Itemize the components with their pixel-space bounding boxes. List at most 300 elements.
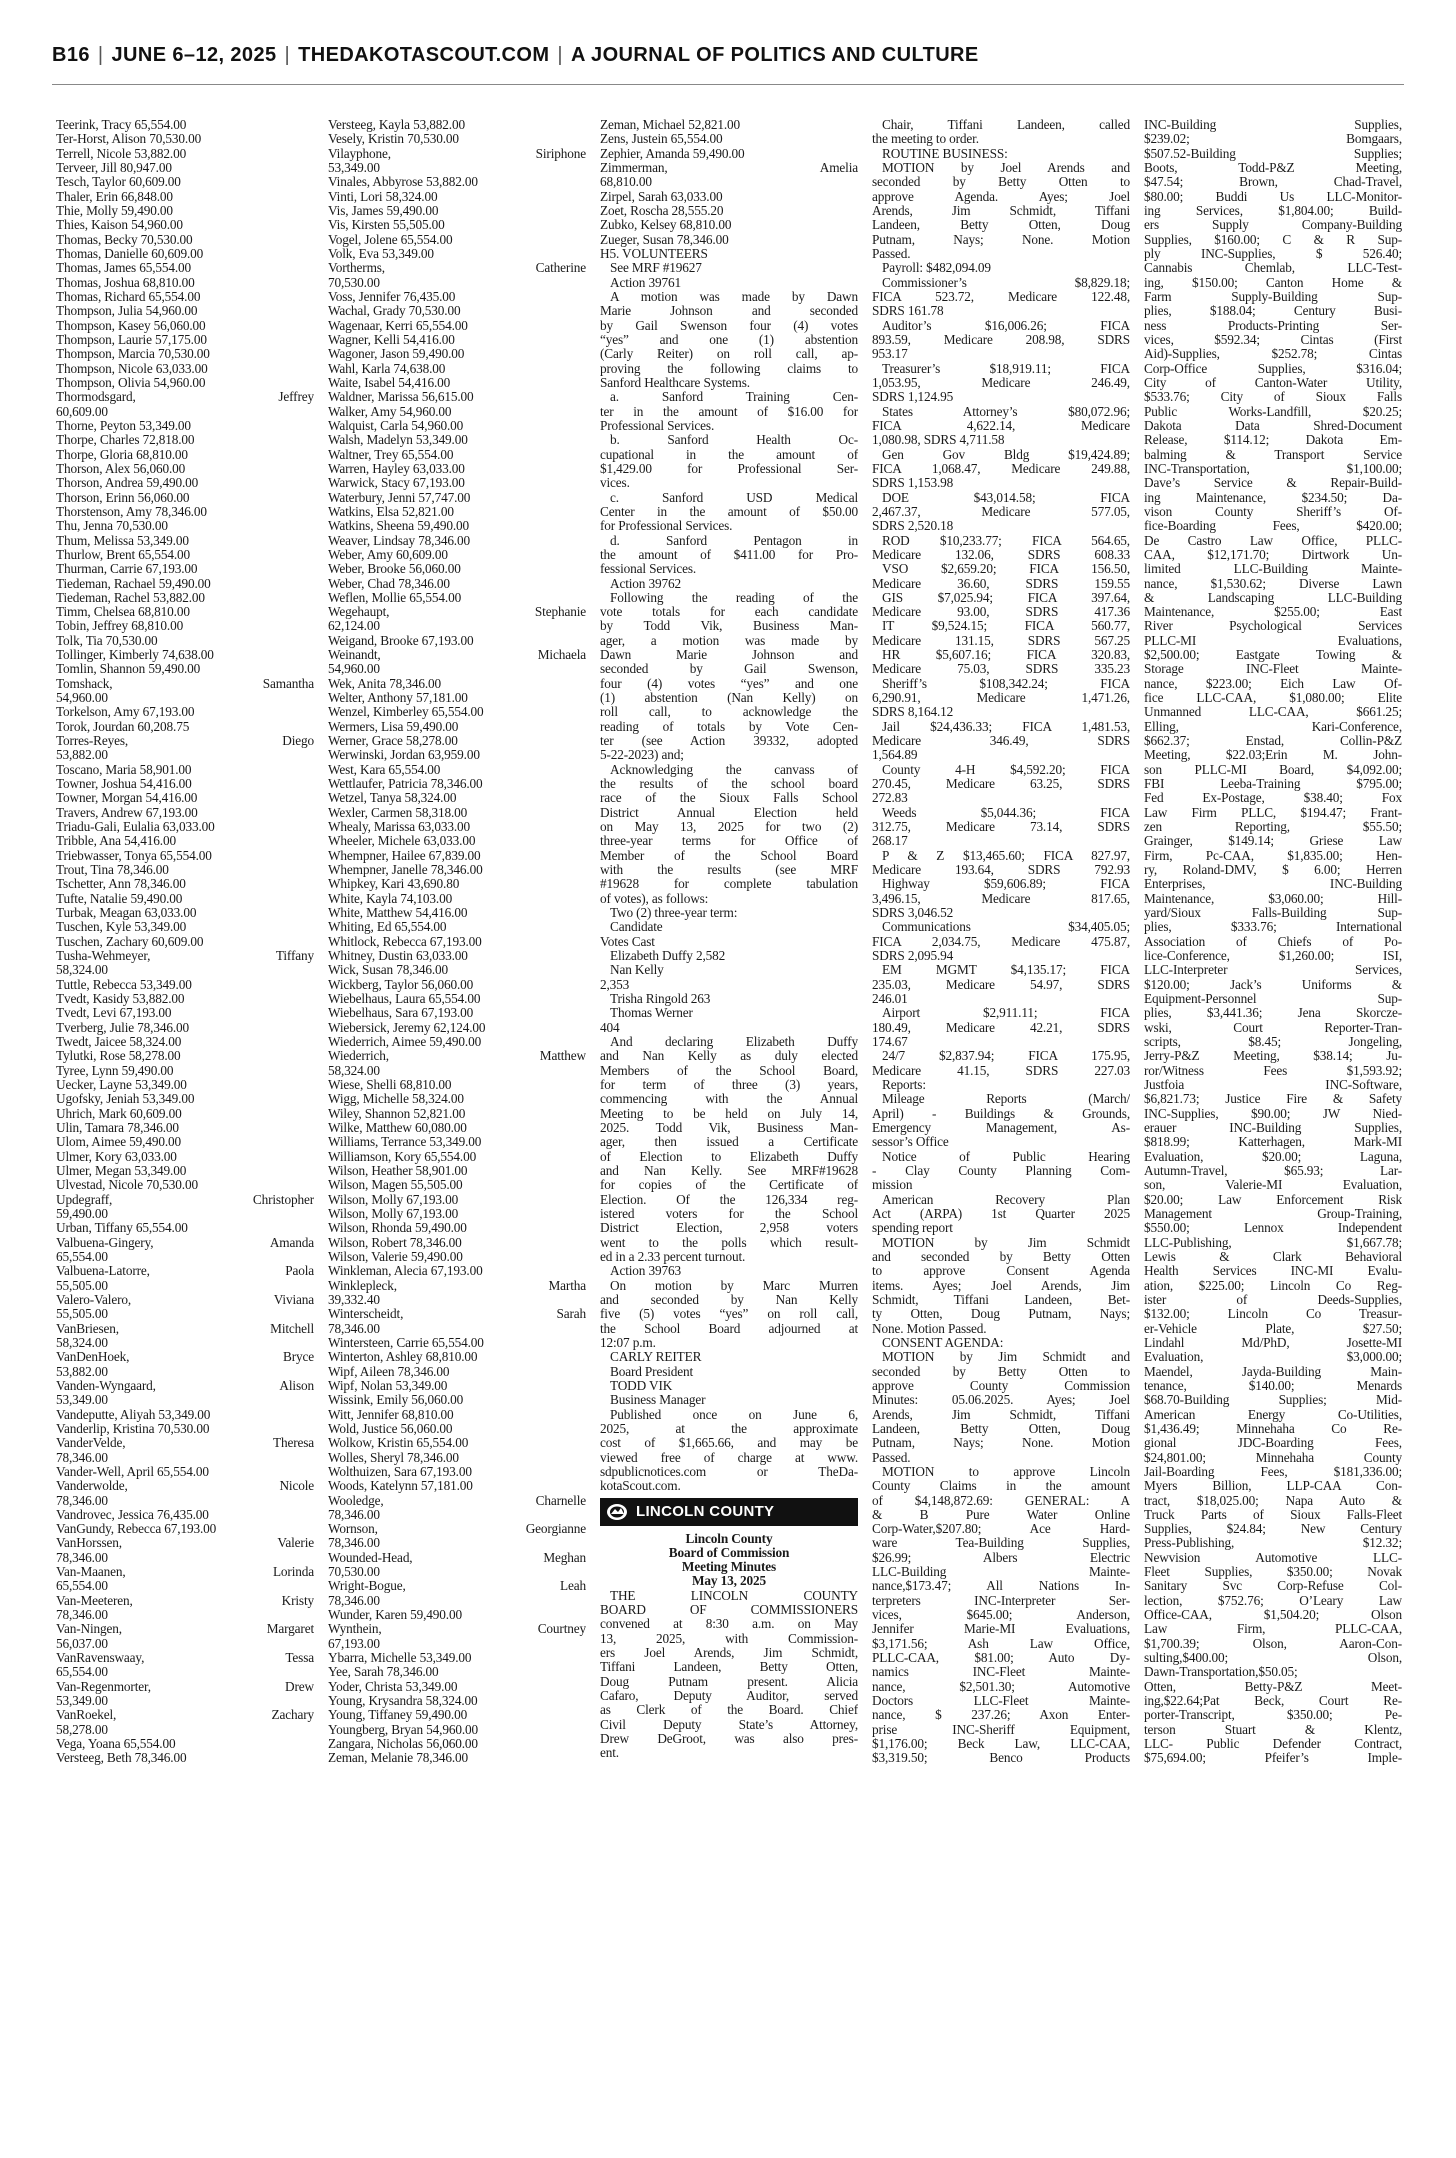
text-line: ing Maintenance, $234.50; Da- — [1144, 490, 1402, 505]
site-name: THEDAKOTASCOUT.COM — [298, 44, 550, 66]
text-line: Van-Maanen, Lorinda — [56, 1565, 314, 1580]
text-line: Zimmerman, Amelia — [600, 160, 858, 175]
text-line: Passed. — [872, 246, 911, 261]
text-line: Weber, Chad 78,346.00 — [328, 576, 450, 591]
text-line: INC-Building Supplies, — [1144, 118, 1402, 132]
text-line: Wettlaufer, Patricia 78,346.00 — [328, 777, 483, 792]
text-line: Schmidt, Tiffani Landeen, Bet- — [872, 1292, 1130, 1307]
text-line: Zephier, Amanda 59,490.00 — [600, 146, 745, 161]
text-line: Candidate — [610, 920, 663, 935]
text-line: plies, $3,441.36; Jena Skorcze- — [1144, 1006, 1402, 1021]
text-line: Business Manager — [610, 1393, 706, 1408]
text-line: 70,530.00 — [328, 275, 380, 290]
text-line: VanDenHoek, Bryce — [56, 1350, 314, 1365]
text-line: LLC- Public Defender Contract, — [1144, 1737, 1402, 1752]
text-line: Wiebersick, Jeremy 62,124.00 — [328, 1020, 486, 1035]
text-line: Board President — [610, 1364, 694, 1379]
text-line: (1) abstention (Nan Kelly) on — [600, 691, 858, 706]
text-line: Thorne, Peyton 53,349.00 — [56, 418, 191, 433]
text-line: Minutes: 05.06.2025. Ayes; Joel — [872, 1393, 1130, 1408]
text-line: CARLY REITER — [610, 1350, 702, 1365]
text-line: ter (see Action 39332, adopted — [600, 734, 858, 749]
text-line: Uecker, Layne 53,349.00 — [56, 1077, 187, 1092]
text-line: Health Services INC-MI Evalu- — [1144, 1264, 1402, 1279]
text-line: Valero-Valero, Viviana — [56, 1292, 314, 1307]
text-line: 270.45, Medicare 63.25, SDRS — [872, 777, 1130, 792]
text-line: yard/Sioux Falls-Building Sup- — [1144, 906, 1402, 921]
text-line: 60,609.00 — [56, 404, 108, 419]
text-line: five (5) votes “yes” on roll call, — [600, 1307, 858, 1322]
text-line: Fleet Supplies, $350.00; Novak — [1144, 1565, 1402, 1580]
text-line: 58,324.00 — [328, 1063, 380, 1078]
text-line: race of the Sioux Falls School — [600, 791, 858, 806]
text-line: Ulmer, Kory 63,033.00 — [56, 1149, 177, 1164]
text-line: and Nan Kelly as duly elected — [600, 1049, 858, 1064]
text-line: four (4) votes “yes” and one — [600, 676, 858, 691]
text-line: of votes), as follows: — [600, 891, 709, 906]
text-line: Tusha-Wehmeyer, Tiffany — [56, 949, 314, 964]
text-line: Tomshack, Samantha — [56, 676, 314, 691]
text-line: vices. — [600, 476, 630, 491]
text-line: 65,554.00 — [56, 1249, 108, 1264]
text-line: 65,554.00 — [56, 1579, 108, 1594]
text-line: & B Pure Water Online — [872, 1507, 1130, 1522]
text-line: the amount of $411.00 for Pro- — [600, 547, 858, 562]
text-line: Wilson, Heather 58,901.00 — [328, 1163, 468, 1178]
text-line: $20.00; Law Enforcement Risk — [1144, 1192, 1402, 1207]
text-line: b. Sanford Health Oc- — [610, 433, 858, 448]
text-line: Civil Deputy State’s Attorney, — [600, 1717, 858, 1732]
text-line: Whealy, Marissa 63,033.00 — [328, 820, 470, 835]
text-line: VSO $2,659.20; FICA 156.50, — [882, 562, 1130, 577]
text-line: Voss, Jennifer 76,435.00 — [328, 289, 456, 304]
text-line: 893.59, Medicare 208.98, SDRS — [872, 332, 1130, 347]
text-line: ter in the amount of $16.00 for — [600, 404, 858, 419]
text-line: Lindahl Md/PhD, Josette-MI — [1144, 1335, 1402, 1350]
text-line: City of Canton-Water Utility, — [1144, 375, 1402, 390]
notice-column-5 — [1144, 118, 1402, 2138]
section-heading-line: Board of Commission — [668, 1545, 790, 1560]
text-line: Walker, Amy 54,960.00 — [328, 404, 452, 419]
text-line: American Energy Co-Utilities, — [1144, 1407, 1402, 1422]
text-line: ness Products-Printing Ser- — [1144, 318, 1402, 333]
text-line: Sanitary Svc Corp-Refuse Col- — [1144, 1579, 1402, 1594]
masthead-separator: | — [284, 44, 291, 66]
text-line: and seconded by Betty Otten — [872, 1249, 1130, 1264]
text-line: 1,564.89 — [872, 748, 918, 763]
text-line: SDRS 161.78 — [872, 304, 944, 319]
text-line: Thu, Jenna 70,530.00 — [56, 519, 168, 534]
text-line: Walsh, Madelyn 53,349.00 — [328, 433, 468, 448]
text-line: Wipf, Nolan 53,349.00 — [328, 1378, 448, 1393]
text-line: 56,037.00 — [56, 1636, 108, 1651]
text-line: Supplies, $24.84; New Century — [1144, 1522, 1402, 1537]
text-line: Thurman, Carrie 67,193.00 — [56, 562, 198, 577]
text-line: De Castro Law Office, PLLC- — [1144, 533, 1402, 548]
text-line: 5-22-2023) and; — [600, 748, 684, 763]
text-line: ROUTINE BUSINESS: — [882, 146, 1008, 161]
text-line: ing Services, $1,804.00; Build- — [1144, 203, 1402, 218]
text-line: nance,$173.47; All Nations In- — [872, 1579, 1130, 1594]
text-line: Nan Kelly — [610, 963, 664, 978]
text-line: Vinti, Lori 58,324.00 — [328, 189, 438, 204]
masthead-separator: | — [557, 44, 563, 66]
text-line: GIS $7,025.94; FICA 397.64, — [882, 590, 1130, 605]
text-line: 78,346.00 — [56, 1450, 108, 1465]
text-line: ager, then issued a Certificate — [600, 1135, 858, 1150]
text-line: American Recovery Plan — [882, 1192, 1130, 1207]
text-line: CAA, $12,171.70; Dirtwork Un- — [1144, 547, 1402, 562]
text-line: Tomlin, Shannon 59,490.00 — [56, 662, 201, 677]
notice-columns — [56, 118, 1404, 2138]
text-line: nance, $2,501.30; Automotive — [872, 1679, 1130, 1694]
text-line: Weber, Amy 60,609.00 — [328, 547, 448, 562]
text-line: MOTION by Joel Arends and — [882, 160, 1130, 175]
text-line: Wachal, Grady 70,530.00 — [328, 304, 461, 319]
text-line: vote totals for each candidate — [600, 605, 858, 620]
text-line: spending report — [872, 1221, 953, 1236]
text-line: Jail-Boarding Fees, $181,336.00; — [1144, 1464, 1402, 1479]
text-line: BOARD OF COMMISSIONERS — [600, 1603, 858, 1618]
text-line: Wold, Justice 56,060.00 — [328, 1421, 453, 1436]
text-line: Medicare 75.03, SDRS 335.23 — [872, 662, 1130, 677]
text-line: Equipment-Personnel Sup- — [1144, 992, 1402, 1007]
text-line: EM MGMT $4,135.17; FICA — [882, 963, 1130, 978]
text-line: Vis, James 59,490.00 — [328, 203, 439, 218]
text-line: d. Sanford Pentagon in — [610, 533, 858, 548]
text-line: Wexler, Carmen 58,318.00 — [328, 805, 468, 820]
text-line: Tollinger, Kimberly 74,638.00 — [56, 648, 214, 663]
text-line: (Carly Reiter) on roll call, ap- — [600, 347, 858, 362]
text-line: $662.37; Enstad, Collin-P&Z — [1144, 734, 1402, 749]
text-line: 78,346.00 — [56, 1550, 108, 1565]
text-line: FICA 2,034.75, Medicare 475.87, — [872, 934, 1130, 949]
text-line: vices, $592.34; Cintas (First — [1144, 332, 1402, 347]
text-line: IT $9,524.15; FICA 560.77, — [882, 619, 1130, 634]
text-line: of $4,148,872.69: GENERAL: A — [872, 1493, 1130, 1508]
text-line: & Landscaping LLC-Building — [1144, 590, 1402, 605]
text-line: Evaluation, $3,000.00; — [1144, 1350, 1402, 1365]
text-line: 78,346.00 — [328, 1536, 380, 1551]
text-line: 55,505.00 — [56, 1307, 108, 1322]
text-line: Emergency Management, As- — [872, 1120, 1130, 1135]
text-line: Supplies, $160.00; C & R Sup- — [1144, 232, 1402, 247]
text-line: States Attorney’s $80,072.96; — [882, 404, 1130, 419]
text-line: Torres-Reyes, Diego — [56, 734, 314, 749]
text-line: fessional Services. — [600, 562, 697, 577]
text-line: Storage INC-Fleet Mainte- — [1144, 662, 1402, 677]
text-line: Thompson, Olivia 54,960.00 — [56, 375, 206, 390]
text-line: Weeds $5,044.36; FICA — [882, 805, 1130, 820]
text-line: for term of three (3) years, — [600, 1077, 858, 1092]
text-line: Wheeler, Michele 63,033.00 — [328, 834, 476, 849]
text-line: Highway $59,606.89; FICA — [882, 877, 1130, 892]
text-line: $68.70-Building Supplies; Mid- — [1144, 1393, 1402, 1408]
text-line: Ybarra, Michelle 53,349.00 — [328, 1651, 472, 1666]
text-line: Waite, Isabel 54,416.00 — [328, 375, 451, 390]
text-line: FICA 523.72, Medicare 122.48, — [872, 289, 1130, 304]
text-line: FICA 4,622.14, Medicare — [872, 418, 1130, 433]
text-line: County Claims in the amount — [872, 1479, 1130, 1494]
text-line: Passed. — [872, 1450, 911, 1465]
text-line: sulting,$400.00; Olson, — [1144, 1651, 1402, 1666]
text-line: 174.67 — [872, 1035, 908, 1049]
text-line: Vega, Yoana 65,554.00 — [56, 1737, 176, 1752]
text-line: for copies of the Certificate of — [600, 1178, 858, 1193]
text-line: Maintenance, $3,060.00; Hill- — [1144, 891, 1402, 906]
text-line: tract, $18,025.00; Napa Auto & — [1144, 1493, 1402, 1508]
text-line: convened at 8:30 a.m. on May — [600, 1617, 858, 1632]
text-line: $1,700.39; Olson, Aaron-Con- — [1144, 1636, 1402, 1651]
text-line: and seconded by Nan Kelly — [600, 1292, 858, 1307]
text-line: Wornson, Georgianne — [328, 1522, 586, 1537]
text-line: with the results (see MRF — [600, 863, 858, 878]
text-line: Turbak, Meagan 63,033.00 — [56, 906, 197, 921]
text-line: 53,349.00 — [56, 1694, 108, 1709]
text-line: DOE $43,014.58; FICA — [882, 490, 1130, 505]
text-line: Vanderlip, Kristina 70,530.00 — [56, 1421, 210, 1436]
text-line: Thorson, Andrea 59,490.00 — [56, 476, 199, 491]
text-line: Thorson, Erinn 56,060.00 — [56, 490, 190, 505]
text-line: SDRS 1,153.98 — [872, 476, 954, 491]
text-line: Van-Meeteren, Kristy — [56, 1593, 314, 1608]
section-heading-line: Meeting Minutes — [681, 1560, 777, 1575]
text-line: Updegraff, Christopher — [56, 1192, 314, 1207]
text-line: Thurlow, Brent 65,554.00 — [56, 547, 191, 562]
text-line: INC-Transportation, $1,100.00; — [1144, 461, 1402, 476]
text-line: commencing with the Annual — [600, 1092, 858, 1107]
text-line: ry, Roland-DMV, $ 6.00; Herren — [1144, 863, 1402, 878]
text-line: fice-Boarding Fees, $420.00; — [1144, 519, 1402, 534]
text-line: Gen Gov Bldg $19,424.89; — [882, 447, 1130, 462]
text-line: Thompson, Nicole 63,033.00 — [56, 361, 208, 376]
text-line: Tiedeman, Rachel 53,882.00 — [56, 590, 205, 605]
text-line: plies, $333.76; International — [1144, 920, 1402, 935]
text-line: 58,278.00 — [56, 1722, 108, 1737]
text-line: SDRS 8,164.12 — [872, 705, 954, 720]
text-line: West, Kara 65,554.00 — [328, 762, 441, 777]
notice-column-1 — [56, 118, 314, 2138]
text-line: erauer INC-Building Supplies, — [1144, 1120, 1402, 1135]
text-line: Wiebelhaus, Laura 65,554.00 — [328, 992, 481, 1007]
text-line: $2,500.00; Eastgate Towing & — [1144, 648, 1402, 663]
text-line: LLC-Publishing, $1,667.78; — [1144, 1235, 1402, 1250]
text-line: Meeting to be held on July 14, — [600, 1106, 858, 1121]
text-line: Office-CAA, $1,504.20; Olson — [1144, 1608, 1402, 1623]
text-line: SDRS 2,520.18 — [872, 519, 954, 534]
text-line: Wintersteen, Carrie 65,554.00 — [328, 1335, 484, 1350]
text-line: terpreters INC-Interpreter Ser- — [872, 1593, 1130, 1608]
text-line: Vortherms, Catherine — [328, 261, 586, 276]
text-line: Members of the School Board, — [600, 1063, 858, 1078]
text-line: Ulin, Tamara 78,346.00 — [56, 1120, 179, 1135]
text-line: MOTION by Jim Schmidt and — [882, 1350, 1130, 1365]
text-line: Zens, Justein 65,554.00 — [600, 132, 723, 147]
text-line: scripts, $8.45; Jongeling, — [1144, 1035, 1402, 1049]
text-line: 53,349.00 — [56, 1393, 108, 1408]
text-line: ation, $225.00; Lincoln Co Reg- — [1144, 1278, 1402, 1293]
text-line: Vanden-Wyngaard, Alison — [56, 1378, 314, 1393]
county-seal-icon — [606, 1503, 628, 1521]
text-line: ager, a motion was made by — [600, 633, 858, 648]
text-line: sessor’s Office — [872, 1135, 949, 1150]
text-line: April) - Buildings & Grounds, — [872, 1106, 1130, 1121]
text-line: Whempner, Hailee 67,839.00 — [328, 848, 481, 863]
text-line: Putnam, Nays; None. Motion — [872, 232, 1130, 247]
text-line: Public Works-Landfill, $20.25; — [1144, 404, 1402, 419]
text-line: Center in the amount of $50.00 — [600, 504, 858, 519]
text-line: 6,290.91, Medicare 1,471.26, — [872, 691, 1130, 706]
text-line: Wounded-Head, Meghan — [328, 1550, 586, 1565]
text-line: “yes” and one (1) abstention — [600, 332, 858, 347]
text-line: Payroll: $482,094.09 — [882, 261, 991, 276]
text-line: $3,319.50; Benco Products — [872, 1751, 1130, 1766]
text-line: Thum, Melissa 53,349.00 — [56, 533, 189, 548]
text-line: Votes Cast — [600, 934, 655, 949]
text-line: Wahl, Karla 74,638.00 — [328, 361, 446, 376]
text-line: the School Board adjourned at — [600, 1321, 858, 1336]
text-line: Following the reading of the — [610, 590, 858, 605]
text-line: Evaluation, $20.00; Laguna, — [1144, 1149, 1402, 1164]
text-line: Two (2) three-year term: — [610, 906, 738, 921]
text-line: cupational in the amount of — [600, 447, 858, 462]
text-line: Otten, Betty-P&Z Meet- — [1144, 1679, 1402, 1694]
text-line: Cafaro, Deputy Auditor, served — [600, 1689, 858, 1704]
text-line: Whipkey, Kari 43,690.80 — [328, 877, 460, 892]
text-line: Mileage Reports (March/ — [882, 1092, 1130, 1107]
text-line: ror/Witness Fees $1,593.92; — [1144, 1063, 1402, 1078]
text-line: went to the polls which result- — [600, 1235, 858, 1250]
text-line: and Nan Kelly. See MRF#19628 — [600, 1163, 858, 1178]
text-line: Enterprises, INC-Building — [1144, 877, 1402, 892]
text-line: CONSENT AGENDA: — [882, 1335, 1004, 1350]
text-line: plies, $188.04; Century Busi- — [1144, 304, 1402, 319]
text-line: Vanderwolde, Nicole — [56, 1479, 314, 1494]
text-line: $24,801.00; Minnehaha County — [1144, 1450, 1402, 1465]
text-line: seconded by Gail Swenson, — [600, 662, 858, 677]
text-line: VanGundy, Rebecca 67,193.00 — [56, 1522, 217, 1537]
text-line: None. Motion Passed. — [872, 1321, 987, 1336]
text-line: prise INC-Sheriff Equipment, — [872, 1722, 1130, 1737]
text-line: Thomas, Danielle 60,609.00 — [56, 246, 204, 261]
text-line: Member of the School Board — [600, 848, 858, 863]
text-line: Myers Billion, LLP-CAA Con- — [1144, 1479, 1402, 1494]
text-line: SDRS 2,095.94 — [872, 949, 954, 964]
text-line: River Psychological Services — [1144, 619, 1402, 634]
page-number: B16 — [52, 44, 90, 66]
text-line: Acknowledging the canvass of — [610, 762, 858, 777]
text-line: Firm, Pc-CAA, $1,835.00; Hen- — [1144, 848, 1402, 863]
text-line: Vis, Kirsten 55,505.00 — [328, 218, 445, 233]
text-line: of Election to Elizabeth Duffy — [600, 1149, 858, 1164]
text-line: kotaScout.com. — [600, 1479, 681, 1494]
text-line: Action 39763 — [610, 1264, 681, 1279]
text-line: INC-Supplies, $90.00; JW Nied- — [1144, 1106, 1402, 1121]
text-line: MOTION to approve Lincoln — [882, 1464, 1130, 1479]
text-line: 180.49, Medicare 42.21, SDRS — [872, 1020, 1130, 1035]
text-line: roll call, to acknowledge the — [600, 705, 858, 720]
text-line: $47.54; Brown, Chad-Travel, — [1144, 175, 1402, 190]
issue-date: JUNE 6–12, 2025 — [111, 44, 277, 66]
text-line: Wagner, Kelli 54,416.00 — [328, 332, 455, 347]
text-line: Thormodsgard, Jeffrey — [56, 390, 314, 405]
text-line: Welter, Anthony 57,181.00 — [328, 691, 468, 706]
text-line: Maintenance, $255.00; East — [1144, 605, 1402, 620]
text-line: Vilayphone, Siriphone — [328, 146, 586, 161]
text-line: 58,324.00 — [56, 963, 108, 978]
text-line: And declaring Elizabeth Duffy — [610, 1035, 858, 1049]
text-line: Whiting, Ed 65,554.00 — [328, 920, 447, 935]
text-line: Wolles, Sheryl 78,346.00 — [328, 1450, 459, 1465]
text-line: Wynthein, Courtney — [328, 1622, 586, 1637]
text-line: porter-Transcript, $350.00; Pe- — [1144, 1708, 1402, 1723]
text-line: Terrell, Nicole 53,882.00 — [56, 146, 187, 161]
text-line: ty Otten, Doug Putnam, Nays; — [872, 1307, 1130, 1322]
text-line: Ter-Horst, Alison 70,530.00 — [56, 132, 202, 147]
text-line: 78,346.00 — [328, 1507, 380, 1522]
text-line: Watkins, Sheena 59,490.00 — [328, 519, 470, 534]
text-line: Zeman, Melanie 78,346.00 — [328, 1751, 469, 1766]
text-line: Williamson, Kory 65,554.00 — [328, 1149, 477, 1164]
text-line: Valbuena-Gingery, Amanda — [56, 1235, 314, 1250]
text-line: Wetzel, Tanya 58,324.00 — [328, 791, 457, 806]
text-line: Wickberg, Taylor 56,060.00 — [328, 977, 474, 992]
text-line: THE LINCOLN COUNTY — [610, 1588, 858, 1603]
notice-column-4 — [872, 118, 1130, 2138]
county-banner-label: LINCOLN COUNTY — [636, 1503, 775, 1520]
text-line: Triadu-Gali, Eulalia 63,033.00 — [56, 820, 215, 835]
text-line: 67,193.00 — [328, 1636, 380, 1651]
text-line: seconded by Betty Otten to — [872, 175, 1130, 190]
text-line: VanBriesen, Mitchell — [56, 1321, 314, 1336]
text-line: Williams, Terrance 53,349.00 — [328, 1135, 482, 1150]
text-line: tenance, $140.00; Menards — [1144, 1378, 1402, 1393]
text-line: County 4-H $4,592.20; FICA — [882, 762, 1130, 777]
text-line: Wolkow, Kristin 65,554.00 — [328, 1436, 469, 1451]
text-line: Management Group-Training, — [1144, 1206, 1402, 1221]
text-line: - Clay County Planning Com- — [872, 1163, 1130, 1178]
text-line: LLC-Building Mainte- — [872, 1565, 1130, 1580]
text-line: Dawn Marie Johnson and — [600, 648, 858, 663]
text-line: Published once on June 6, — [610, 1407, 858, 1422]
text-line: Wilson, Molly 67,193.00 — [328, 1192, 459, 1207]
text-line: Farm Supply-Building Sup- — [1144, 289, 1402, 304]
text-line: Law Firm, PLLC-CAA, — [1144, 1622, 1402, 1637]
text-line: $1,429.00 for Professional Ser- — [600, 461, 858, 476]
text-line: Zirpel, Sarah 63,033.00 — [600, 189, 723, 204]
text-line: Warren, Hayley 63,033.00 — [328, 461, 465, 476]
text-line: Medicare 36.60, SDRS 159.55 — [872, 576, 1130, 591]
text-line: 24/7 $2,837.94; FICA 175.95, — [882, 1049, 1130, 1064]
text-line: Waldner, Marissa 56,615.00 — [328, 390, 474, 405]
text-line: Van-Regenmorter, Drew — [56, 1679, 314, 1694]
text-line: Wek, Anita 78,346.00 — [328, 676, 442, 691]
masthead — [52, 44, 1404, 67]
text-line: Zoet, Roscha 28,555.20 — [600, 203, 724, 218]
text-line: Communications $34,405.05; — [882, 920, 1130, 935]
text-line: Young, Krysandra 58,324.00 — [328, 1694, 478, 1709]
text-line: Cannabis Chemlab, LLC-Test- — [1144, 261, 1402, 276]
text-line: nance, $ 237.26; Axon Enter- — [872, 1708, 1130, 1723]
text-line: Trout, Tina 78,346.00 — [56, 863, 169, 878]
text-line: Wipf, Aileen 78,346.00 — [328, 1364, 450, 1379]
text-line: Doug Putnam present. Alicia — [600, 1674, 858, 1689]
text-line: Jail $24,436.33; FICA 1,481.53, — [882, 719, 1130, 734]
text-line: Tvedt, Kasidy 53,882.00 — [56, 992, 185, 1007]
text-line: $818.99; Katterhagen, Mark-MI — [1144, 1135, 1402, 1150]
text-line: ROD $10,233.77; FICA 564.65, — [882, 533, 1130, 548]
text-line: 1,080.98, SDRS 4,711.58 — [872, 433, 1005, 448]
